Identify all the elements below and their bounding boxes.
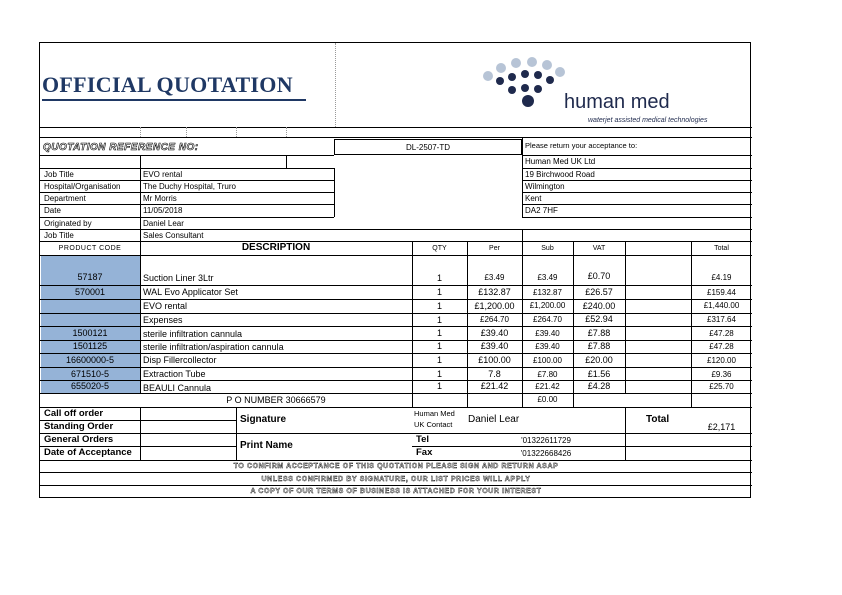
item-total: £47.28	[709, 342, 734, 351]
item-code: 655020-5	[70, 381, 110, 391]
item-vat: £4.28	[587, 381, 611, 391]
item-per: £132.87	[478, 287, 511, 297]
item-code: 671510-5	[70, 369, 110, 379]
order-type-label: Date of Acceptance	[44, 447, 132, 458]
item-total: £159.44	[707, 288, 736, 297]
footer-note: UNLESS CONFIRMED BY SIGNATURE, OUR LIST PRICES WILL APPLY	[261, 476, 531, 483]
col-header-vat: VAT	[592, 245, 606, 252]
item-vat: £1.56	[587, 369, 611, 379]
item-code: 16600000-5	[65, 355, 115, 365]
item-code: 1500121	[72, 328, 108, 338]
detail-value: EVO rental	[143, 170, 183, 179]
print-name-label: Print Name	[240, 440, 293, 451]
item-description: sterile infiltration cannula	[143, 329, 243, 339]
address-line: Kent	[525, 194, 542, 203]
col-header-qty: QTY	[432, 245, 447, 252]
page-title: OFFICIAL QUOTATION	[42, 72, 293, 97]
item-total: £9.36	[711, 370, 732, 379]
item-per: £21.42	[480, 381, 509, 391]
item-description: Expenses	[143, 315, 183, 325]
tel-value: '01322611729	[521, 436, 571, 445]
item-qty: 1	[436, 355, 442, 365]
order-type-label: Call off order	[44, 408, 104, 419]
address-line: Human Med UK Ltd	[525, 157, 596, 166]
item-total: £120.00	[707, 356, 736, 365]
item-description: Extraction Tube	[143, 369, 206, 379]
item-vat: £20.00	[585, 355, 613, 365]
item-vat: £26.57	[585, 287, 613, 297]
item-total: £317.64	[707, 315, 736, 324]
col-header-description: DESCRIPTION	[241, 242, 311, 253]
order-type-label: Standing Order	[44, 421, 114, 432]
col-header-total: Total	[714, 245, 729, 252]
signature-label: Signature	[240, 414, 287, 425]
item-per: £100.00	[478, 355, 511, 365]
po-sub: £0.00	[537, 395, 558, 404]
detail-label: Job Title	[44, 170, 74, 179]
item-per: £39.40	[480, 341, 509, 351]
item-code: 570001	[74, 287, 106, 297]
item-qty: 1	[436, 273, 442, 283]
header-divider	[335, 43, 336, 127]
detail-value: Sales Consultant	[143, 231, 204, 240]
detail-label: Hospital/Organisation	[44, 182, 121, 191]
detail-label: Date	[44, 206, 61, 215]
item-vat: £7.88	[587, 341, 611, 351]
item-description: sterile infiltration/aspiration cannula	[143, 342, 284, 352]
item-sub: £132.87	[533, 288, 562, 297]
item-qty: 1	[436, 328, 442, 338]
item-sub: £39.40	[535, 329, 560, 338]
item-per: £3.49	[484, 273, 505, 282]
contact-name: Daniel Lear	[468, 414, 520, 425]
detail-label: Department	[44, 194, 86, 203]
detail-value: 11/05/2018	[143, 206, 183, 215]
footer-note: A COPY OF OUR TERMS OF BUSINESS IS ATTACHED FOR YOUR INTEREST	[250, 488, 542, 495]
logo-tagline: waterjet assisted medical technologies	[588, 117, 708, 124]
detail-value: The Duchy Hospital, Truro	[143, 182, 236, 191]
detail-label: Job Title	[44, 231, 74, 240]
item-vat: £7.88	[587, 328, 611, 338]
col-header-sub: Sub	[541, 245, 554, 252]
ref-label: QUOTATION REFERENCE NO:	[43, 142, 199, 153]
item-per: 7.8	[488, 369, 501, 379]
item-qty: 1	[436, 315, 442, 325]
item-sub: £264.70	[533, 315, 562, 324]
item-sub: £1,200.00	[529, 301, 566, 310]
col-header-per: Per	[489, 245, 500, 252]
return-note: Please return your acceptance to:	[525, 141, 638, 150]
title-underline	[42, 99, 306, 101]
logo-dots-icon	[478, 57, 578, 115]
detail-value: Mr Morris	[143, 194, 177, 203]
order-type-label: General Orders	[44, 434, 114, 445]
item-description: EVO rental	[143, 301, 188, 311]
item-qty: 1	[436, 287, 442, 297]
item-total: £4.19	[711, 273, 732, 282]
logo-brand: human med	[564, 91, 670, 113]
detail-label: Originated by	[44, 219, 92, 228]
address-line: Wilmington	[525, 182, 565, 191]
item-description: Disp Fillercollector	[143, 355, 217, 365]
fax-label: Fax	[416, 447, 433, 458]
detail-value: Daniel Lear	[143, 219, 184, 228]
item-vat: £52.94	[585, 314, 613, 324]
item-per: £1,200.00	[474, 301, 515, 311]
item-code: 57187	[77, 272, 103, 282]
item-sub: £100.00	[533, 356, 562, 365]
po-number: P O NUMBER 30666579	[226, 395, 326, 405]
item-sub: £7.80	[537, 370, 558, 379]
item-description: BEAULI Cannula	[143, 383, 212, 393]
item-per: £264.70	[480, 315, 509, 324]
address-line: DA2 7HF	[525, 206, 558, 215]
item-vat: £0.70	[587, 271, 611, 281]
grand-total: £2,171	[707, 422, 736, 432]
item-sub: £39.40	[535, 342, 560, 351]
quotation-sheet	[39, 42, 751, 498]
item-qty: 1	[436, 341, 442, 351]
col-header-code: PRODUCT CODE	[58, 245, 122, 252]
item-vat: £240.00	[582, 301, 616, 311]
address-line: 19 Birchwood Road	[525, 170, 595, 179]
item-qty: 1	[436, 381, 442, 391]
footer-note: TO CONFIRM ACCEPTANCE OF THIS QUOTATION PLEASE SIGN AND RETURN ASAP	[233, 463, 559, 470]
item-code: 1501125	[72, 341, 108, 351]
item-sub: £21.42	[535, 382, 560, 391]
total-label: Total	[646, 414, 670, 425]
item-qty: 1	[436, 301, 442, 311]
contact-label-line: UK Contact	[414, 420, 453, 429]
item-sub: £3.49	[537, 273, 558, 282]
item-total: £47.28	[709, 329, 734, 338]
item-description: Suction Liner 3Ltr	[143, 273, 214, 283]
fax-value: '01322668426	[520, 449, 572, 458]
item-description: WAL Evo Applicator Set	[143, 287, 238, 297]
ref-value: DL-2507-TD	[405, 143, 450, 152]
tel-label: Tel	[416, 434, 430, 445]
contact-label-line: Human Med	[414, 409, 455, 418]
item-qty: 1	[436, 369, 442, 379]
item-total: £25.70	[709, 382, 734, 391]
item-per: £39.40	[480, 328, 509, 338]
item-total: £1,440.00	[703, 301, 740, 310]
